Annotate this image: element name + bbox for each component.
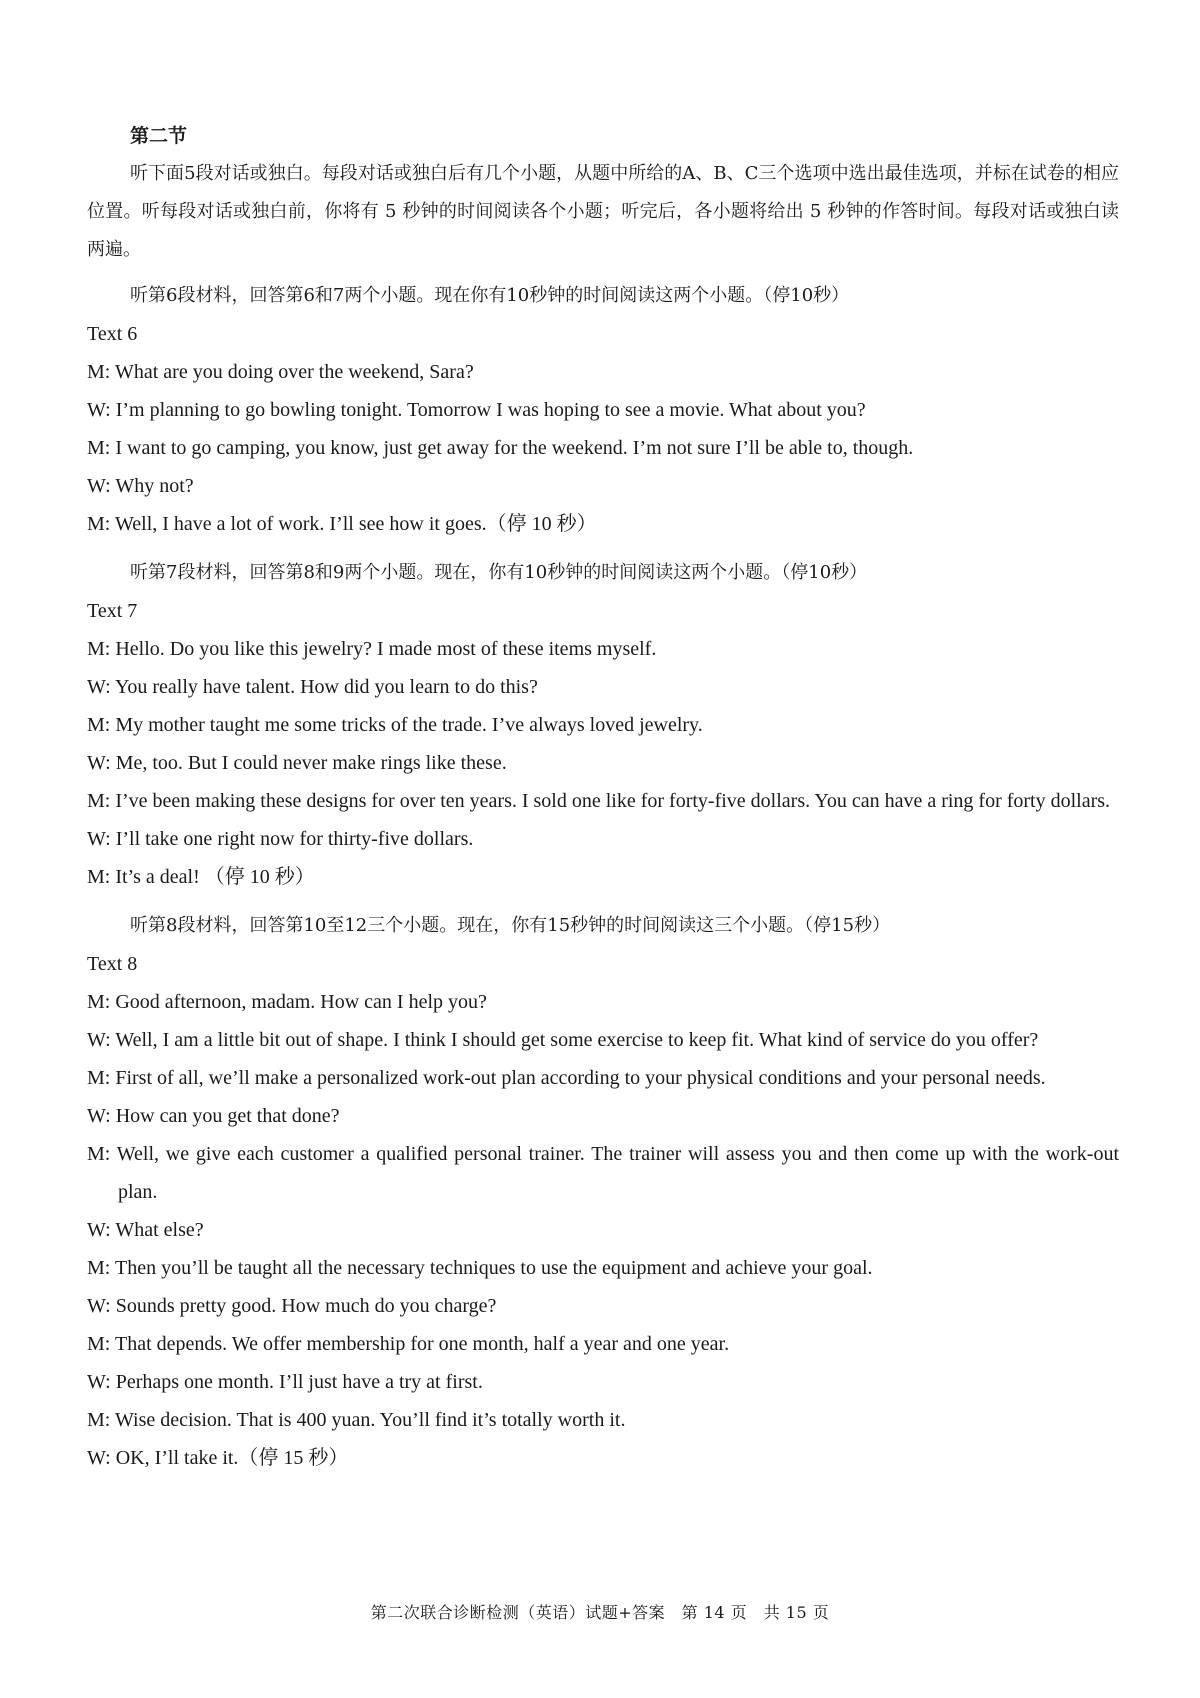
dialogue-line: M: Wise decision. That is 400 yuan. You’ll find it’s totally worth it. [87,1409,626,1431]
section-title: 第二节 [130,125,188,147]
dialogue-line: W: Sounds pretty good. How much do you charge? [87,1295,497,1317]
dialogue-line: W: Me, too. But I could never make rings like these. [87,752,507,774]
section-instructions: 听下面5段对话或独白。每段对话或独白后有几个小题，从题中所给的A、B、C三个选项中选出最佳选项，并标在试卷的相应位置。听每段对话或独白前，你将有 5 秒钟的时间阅读各个小题；听完后，各小题将给出 5 秒钟的作答时间。每段对话或独白读两遍。 [87,163,1119,260]
dialogue-line: M: It’s a deal! （停 10 秒） [87,866,315,888]
dialogue-line: M: That depends. We offer membership for one month, half a year and one year. [87,1333,730,1355]
dialogue-line: W: What else? [87,1219,204,1241]
text-label: Text 6 [87,323,138,345]
page-footer: 第二次联合诊断检测（英语）试题+答案 第 14 页 共 15 页 [370,1603,830,1622]
dialogue-line: W: How can you get that done? [87,1105,340,1127]
dialogue-line: M: First of all, we’ll make a personalized work-out plan according to your physical conditions and your personal needs. [87,1067,1046,1089]
text-block-8 [87,907,1119,1477]
text-label: Text 8 [87,953,138,975]
dialogue-line: M: Good afternoon, madam. How can I help you? [87,991,487,1013]
text-intro: 听第7段材料，回答第8和9两个小题。现在，你有10秒钟的时间阅读这两个小题。（停10秒） [130,562,868,583]
page-content [87,117,1119,1477]
dialogue-line: W: You really have talent. How did you learn to do this? [87,676,538,698]
text-intro: 听第8段材料，回答第10至12三个小题。现在，你有15秒钟的时间阅读这三个小题。（停15秒） [130,915,891,936]
dialogue-line: W: I’ll take one right now for thirty-five dollars. [87,828,474,850]
dialogue-line: M: Well, I have a lot of work. I’ll see how it goes.（停 10 秒） [87,513,597,535]
dialogue-line: M: I want to go camping, you know, just get away for the weekend. I’m not sure I’ll be able to, though. [87,437,914,459]
text-block-7 [87,554,1119,896]
dialogue-line: M: My mother taught me some tricks of the trade. I’ve always loved jewelry. [87,714,703,736]
dialogue-line: M: I’ve been making these designs for over ten years. I sold one like for forty-five dollars. You can have a ring for forty dollars. [87,790,1111,812]
dialogue-line: W: OK, I’ll take it.（停 15 秒） [87,1447,349,1469]
dialogue-line: M: Well, we give each customer a qualified personal trainer. The trainer will assess you and then come up with the work-out plan. [87,1143,1119,1203]
dialogue-line: W: Perhaps one month. I’ll just have a try at first. [87,1371,483,1393]
dialogue-line: M: Then you’ll be taught all the necessary techniques to use the equipment and achieve your goal. [87,1257,873,1279]
text-intro: 听第6段材料，回答第6和7两个小题。现在你有10秒钟的时间阅读这两个小题。（停10秒） [130,285,850,306]
dialogue-line: M: What are you doing over the weekend, Sara? [87,361,474,383]
dialogue-line: W: Why not? [87,475,194,497]
text-block-6 [87,277,1119,543]
text-label: Text 7 [87,600,138,622]
dialogue-line: W: I’m planning to go bowling tonight. Tomorrow I was hoping to see a movie. What about you? [87,399,866,421]
dialogue-line: W: Well, I am a little bit out of shape. I think I should get some exercise to keep fit. What kind of service do you offer? [87,1029,1039,1051]
dialogue-line: M: Hello. Do you like this jewelry? I made most of these items myself. [87,638,657,660]
